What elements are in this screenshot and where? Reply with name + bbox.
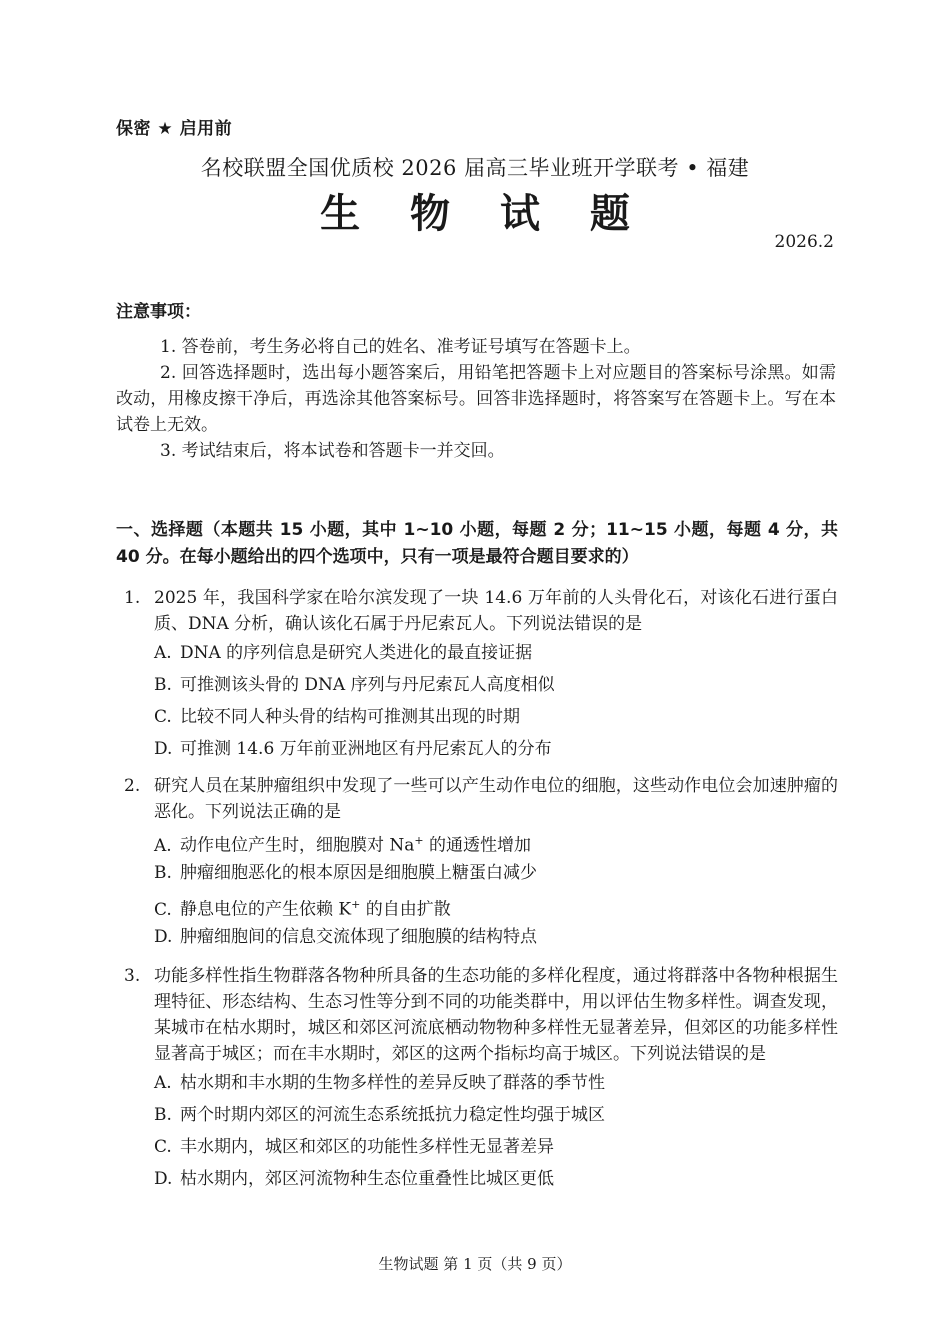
option-label: B.: [154, 1105, 172, 1125]
option-c: [154, 701, 838, 733]
question-stem: 2025 年，我国科学家在哈尔滨发现了一块 14.6 万年前的人头骨化石，对该化石进行蛋白质、DNA 分析，确认该化石属于丹尼索瓦人。下列说法错误的是: [154, 588, 838, 634]
exam-subtitle: 名校联盟全国优质校 2026 届高三毕业班开学联考 • 福建: [200, 156, 750, 180]
option-text: 两个时期内郊区的河流生态系统抵抗力稳定性均强于城区: [180, 1105, 605, 1125]
confidential-label: 保密 ★ 启用前: [116, 119, 233, 139]
option-b: [154, 669, 838, 701]
option-text: 枯水期内，郊区河流物种生态位重叠性比城区更低: [180, 1169, 554, 1189]
option-c: [154, 889, 838, 921]
option-label: B.: [154, 863, 172, 883]
section-heading: 一、选择题（本题共 15 小题，其中 1~10 小题，每题 2 分；11~15 小题，每题 4 分，共 40 分。在每小题给出的四个选项中，只有一项是最符合题目要求的）: [116, 520, 838, 567]
option-d: [154, 1163, 838, 1195]
notice-item: 3. 考试结束后，将本试卷和答题卡一并交回。: [160, 441, 505, 461]
option-label: A.: [154, 1073, 172, 1093]
option-text: 枯水期和丰水期的生物多样性的差异反映了群落的季节性: [180, 1073, 605, 1093]
option-label: C.: [154, 707, 172, 727]
option-text: 可推测 14.6 万年前亚洲地区有丹尼索瓦人的分布: [180, 739, 552, 759]
notice-item: 1. 答卷前，考生务必将自己的姓名、准考证号填写在答题卡上。: [160, 337, 641, 357]
option-text: 动作电位产生时，细胞膜对 Na: [180, 835, 415, 856]
option-text: 静息电位的产生依赖 K: [180, 899, 352, 920]
option-d: [154, 733, 838, 765]
superscript: +: [351, 898, 361, 911]
notice-item: 2. 回答选择题时，选出每小题答案后，用铅笔把答题卡上对应题目的答案标号涂黑。如需改动，用橡皮擦干净后，再选涂其他答案标号。回答非选择题时，将答案写在答题卡上。写在本试卷上无效。: [116, 363, 836, 435]
page-footer: 生物试题 第 1 页（共 9 页）: [378, 1255, 572, 1273]
option-c: [154, 1131, 838, 1163]
option-text: 肿瘤细胞恶化的根本原因是细胞膜上糖蛋白减少: [180, 863, 537, 883]
option-text: DNA 的序列信息是研究人类进化的最直接证据: [180, 643, 533, 663]
question-number: 2.: [124, 776, 141, 796]
option-a: [154, 1067, 838, 1099]
option-label: B.: [154, 675, 172, 695]
option-b: [154, 857, 838, 889]
option-a: [154, 637, 838, 669]
question-stem: 功能多样性指生物群落各物种所具备的生态功能的多样化程度，通过将群落中各物种根据生理特征、形态结构、生态习性等分到不同的功能类群中，用以评估生物多样性。调查发现，某城市在枯水期时，城区和郊区河流底栖动物物种多样性无显著差异，但郊区的功能多样性显著高于城区；而在丰水期时，郊区的这两个指标均高于城区。下列说法错误的是: [154, 966, 838, 1064]
question-number: 1.: [124, 588, 141, 608]
option-label: C.: [154, 899, 172, 920]
question-2: [124, 773, 838, 953]
option-text: 丰水期内，城区和郊区的功能性多样性无显著差异: [180, 1137, 554, 1157]
option-label: D.: [154, 1169, 173, 1189]
option-text: 的通透性增加: [423, 835, 532, 856]
option-label: D.: [154, 739, 173, 759]
page-title: 生 物 试 题: [320, 190, 648, 237]
notice-heading: 注意事项：: [116, 302, 201, 322]
option-label: D.: [154, 927, 173, 947]
option-a: [154, 825, 838, 857]
option-b: [154, 1099, 838, 1131]
exam-date: 2026.2: [774, 232, 834, 252]
option-text: 比较不同人种头骨的结构可推测其出现的时期: [180, 707, 520, 727]
option-d: [154, 921, 838, 953]
option-text: 肿瘤细胞间的信息交流体现了细胞膜的结构特点: [180, 927, 537, 947]
option-text: 的自由扩散: [360, 899, 451, 920]
option-label: C.: [154, 1137, 172, 1157]
question-stem: 研究人员在某肿瘤组织中发现了一些可以产生动作电位的细胞，这些动作电位会加速肿瘤的恶化。下列说法正确的是: [154, 776, 838, 822]
option-label: A.: [154, 643, 172, 663]
option-label: A.: [154, 835, 172, 856]
question-3: [124, 963, 838, 1195]
question-number: 3.: [124, 966, 141, 986]
superscript: +: [414, 834, 424, 847]
notice-list: [116, 334, 836, 464]
question-1: [124, 585, 838, 765]
option-text: 可推测该头骨的 DNA 序列与丹尼索瓦人高度相似: [180, 675, 555, 695]
